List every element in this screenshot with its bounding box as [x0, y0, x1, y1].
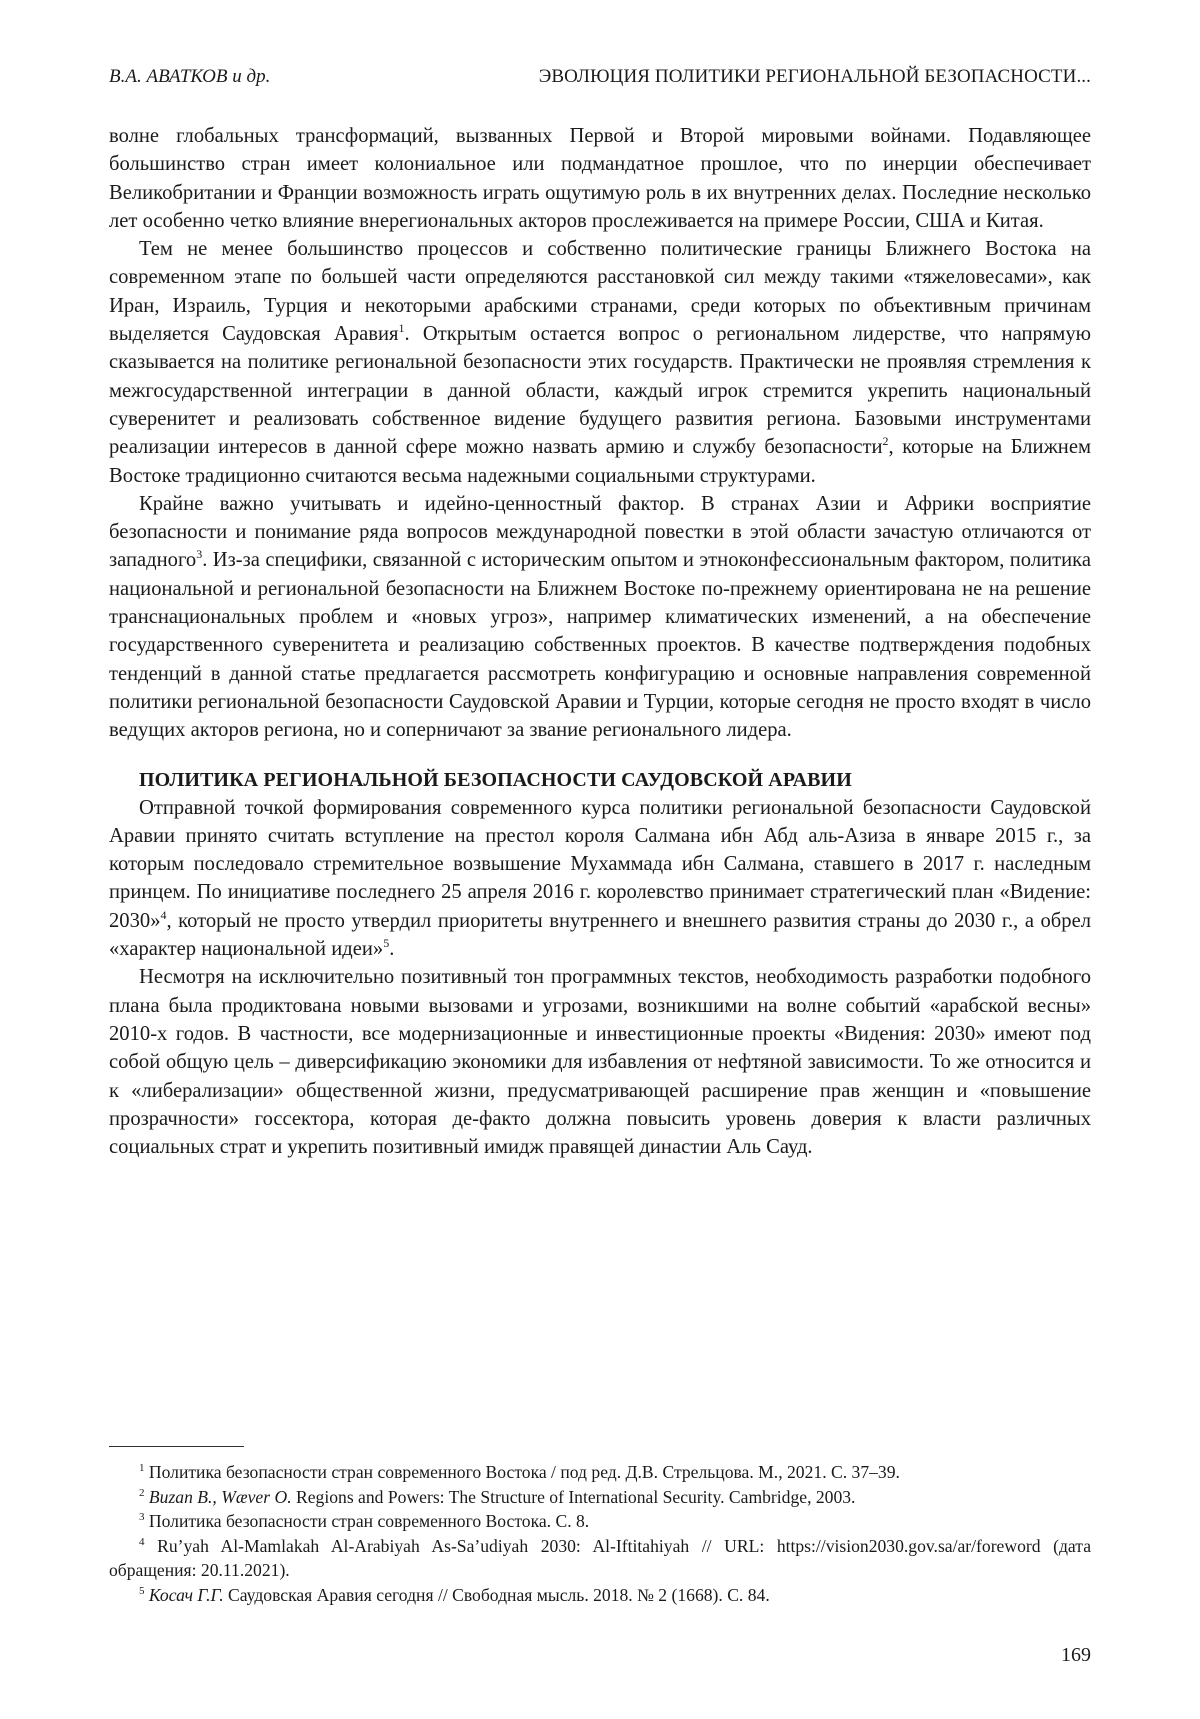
footnote-5	[109, 1583, 1091, 1608]
paragraph-5: Несмотря на исключительно позитивный тон программных текстов, необходимость разработки подобного плана была продиктована новыми вызовами и угрозами, возникшими на волне событий «арабской весны» 2010-х годов. В частности, все модернизационные и инвестиционные проекты «Видения: 2030» имеют под собой общую цель – диверсификацию экономики для избавления от нефтяной зависимости. То же относится и к «либерализации» общественной жизни, предусматривающей расширение прав женщин и «повышение прозрачности» госсектора, которая де-факто должна повысить уровень доверия к власти различных социальных страт и укрепить позитивный имидж правящей династии Аль Сауд.	[109, 966, 1091, 1159]
paragraph-2-part-c: , которые на Ближнем Востоке традиционно считаются весьма надежными социальными структурами.	[109, 436, 1092, 487]
paragraph-4	[109, 794, 1091, 964]
paragraph-2-part-a: Тем не менее большинство процессов и собственно политические границы Ближнего Востока на современном этапе по большей части определяются расстановкой сил между такими «тяжеловесами», как Иран, Израиль, Турция и некоторыми арабскими странами, среди которых по объективным причинам выделяется Саудовская Аравия	[109, 238, 1091, 346]
body-text	[109, 122, 1091, 1161]
footnote-text: Политика безопасности стран современного Востока. С. 8.	[148, 1511, 590, 1531]
footnotes	[109, 1460, 1091, 1607]
footnote-ref-2[interactable]: 2	[882, 434, 889, 449]
footnote-author: Buzan B., Wæver O.	[148, 1486, 292, 1507]
footnote-2	[109, 1485, 1091, 1510]
paragraph-2-part-b: . Открытым остается вопрос о региональном лидерстве, что напрямую сказывается на политике региональной безопасности этих государств. Практически не проявляя стремления к межгосударственной интеграции в данной области, каждый игрок стремится укрепить национальный суверенитет и реализовать собственное видение будущего развития региона. Базовыми инструментами реализации интересов в данной сфере можно назвать армию и службу безопасности	[109, 323, 1091, 459]
footnote-1	[109, 1460, 1091, 1485]
footnote-text: Саудовская Аравия сегодня // Свободная мысль. 2018. № 2 (1668). С. 84.	[223, 1584, 770, 1605]
footnote-number: 2	[139, 1486, 145, 1499]
footnote-text: Политика безопасности стран современного Востока / под ред. Д.В. Стрельцова. М., 2021. С. 37–39.	[148, 1462, 900, 1482]
footnote-ref-5[interactable]: 5	[383, 936, 390, 951]
paragraph-4-part-a: Отправной точкой формирования современного курса политики региональной безопасности Саудовской Аравии принято считать вступление на престол короля Салмана ибн Абд аль-Азиза в январе 2015 г., за которым последовало стремительное возвышение Мухаммада ибн Салмана, ставшего в 2017 г. наследным принцем. По инициативе последнего 25 апреля 2016 г. королевство принимает стратегический план «Видение: 2030»	[109, 796, 1091, 932]
paragraph-3-part-a: Крайне важно учитывать и идейно-ценностный фактор. В странах Азии и Африки восприятие безопасности и понимание ряда вопросов международной повестки в этой области зачастую отличаются от западного	[109, 492, 1091, 572]
footnote-number: 3	[139, 1511, 145, 1524]
paragraph-4-part-b: , который не просто утвердил приоритеты внутреннего и внешнего развития страны до 2030 г., а обрел «характер национальной идеи»	[109, 909, 1091, 961]
footnote-ref-4[interactable]: 4	[160, 907, 167, 922]
paragraph-3-part-b: . Из-за специфики, связанной с историческим опытом и этноконфессиональным фактором, политика национальной и региональной безопасности на Ближнем Востоке по-прежнему ориентирована не на решение транснациональных проблем и «новых угроз», например климатических изменений, а на обеспечение государственного суверенитета и реализацию собственных проектов. В качестве подтверждения подобных тенденций в данной статье предлагается рассмотреть конфигурацию и основные направления современной политики региональной безопасности Саудовской Аравии и Турции, которые сегодня не просто входят в число ведущих акторов региона, но и соперничают за звание регионального лидера.	[109, 549, 1091, 742]
paragraph-2	[109, 235, 1091, 490]
paragraph-1: волне глобальных трансформаций, вызванных Первой и Второй мировыми войнами. Подавляющее большинство стран имеет колониальное или подмандатное прошлое, что по инерции обеспечивает Великобритании и Франции возможность играть ощутимую роль в их внутренних делах. Последние несколько лет особенно четко влияние внерегиональных акторов прослеживается на примере России, США и Китая.	[109, 125, 1091, 232]
footnote-ref-3[interactable]: 3	[196, 547, 203, 562]
page-number: 169	[1061, 1644, 1091, 1666]
footnote-text: Regions and Powers: The Structure of International Security. Cambridge, 2003.	[291, 1486, 856, 1507]
footnote-number: 5	[139, 1584, 145, 1597]
footnote-divider	[109, 1446, 244, 1447]
footnote-number: 1	[139, 1462, 145, 1475]
running-head-author: В.А. АВАТКОВ и др.	[109, 66, 271, 87]
footnote-text-with-link[interactable]: Ru’yah Al-Mamlakah Al-Arabiyah As-Sa’udiyah 2030: Al-Iftitahiyah // URL: https://vision2030.gov.sa/ar/foreword (дата обращения: 20.11.2021).	[109, 1535, 1091, 1580]
running-head-title: ЭВОЛЮЦИЯ ПОЛИТИКИ РЕГИОНАЛЬНОЙ БЕЗОПАСНОСТИ...	[538, 66, 1091, 87]
footnote-author: Косач Г.Г.	[148, 1584, 224, 1605]
footnote-4	[109, 1534, 1091, 1583]
running-head	[109, 66, 1091, 94]
footnote-3	[109, 1509, 1091, 1534]
section-heading: ПОЛИТИКА РЕГИОНАЛЬНОЙ БЕЗОПАСНОСТИ САУДОВСКОЙ АРАВИИ	[139, 768, 852, 791]
paragraph-4-part-c: .	[389, 938, 395, 961]
footnote-ref-1[interactable]: 1	[398, 321, 405, 336]
footnote-number: 4	[139, 1535, 145, 1548]
paragraph-3	[109, 490, 1091, 745]
